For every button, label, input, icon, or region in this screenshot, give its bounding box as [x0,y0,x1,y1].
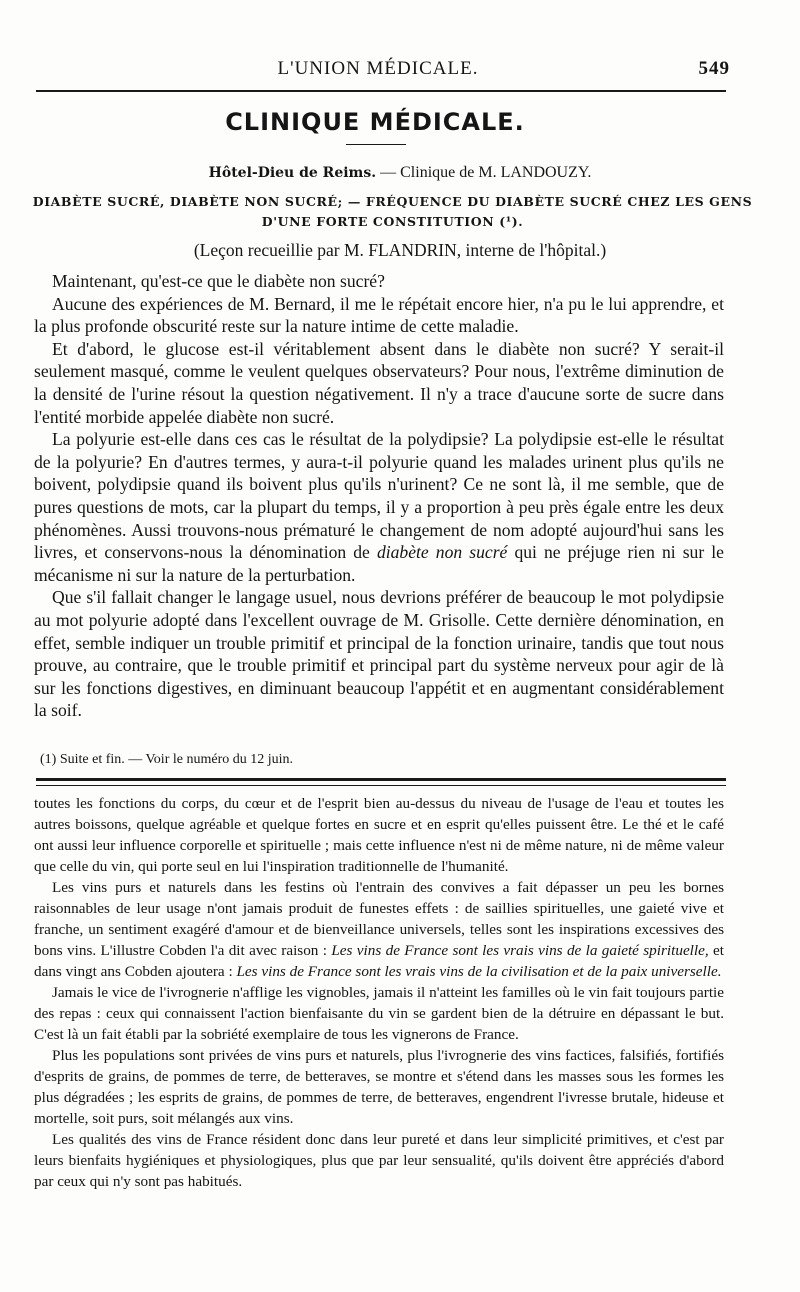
italic-quote: Les vins de France sont les vrais vins de la civilisation et de la paix universelle. [236,963,722,980]
article-body [34,270,724,722]
paragraph: Maintenant, qu'est-ce que le diabète non sucré? [52,271,385,291]
article-subtitle: DIABÈTE SUCRÉ, DIABÈTE NON SUCRÉ; — FRÉQUENCE DU DIABÈTE SUCRÉ CHEZ LES GENS D'UNE FORTE CONSTITUTION (¹). [32,194,753,229]
footnote: (1) Suite et fin. — Voir le numéro du 12 juin. [40,752,294,767]
section-title: CLINIQUE MÉDICALE. [225,108,525,136]
italic-term: diabète non sucré [376,542,508,563]
paragraph: Les qualités des vins de France résident donc dans leur pureté et dans leur simplicité primitives, et c'est par leurs bienfaits hygiéniques et physiologiques, plus que par leur sensualité, qu'ils doivent être appréciés d'abord par ceux qui n'y sont pas habitués. [34,1131,724,1190]
paragraph-text: La polyurie est-elle dans ces cas le résultat de la polydipsie? La polydipsie est-elle le résultat de la polyurie? En d'autres termes, y aura-t-il polyurie quand les malades urinent plus qu'ils ne boivent, polydipsie quand ils boivent plus qu'ils n'urinent? Ce ne sont là, il me semble, que de pures questions de mots, car la plupart du temps, il y a proportion à peu près égale entre les deux phénomènes. Aussi trouvons-nous prématuré le changement de nom adopté aujourd'hui sans les livres, et conservons-nous la dénomination de [34,429,724,563]
paragraph-text: et dans vingt ans Cobden ajoutera : [34,942,724,980]
feuilleton-rule-thick [36,778,726,781]
hospital-name: Hôtel-Dieu de Reims. [208,165,377,181]
paragraph: toutes les fonctions du corps, du cœur et de l'esprit bien au-dessus du niveau de l'usage de l'eau et toutes les autres boissons, quelque agréable et quelque fortes en sucre et en esprit qu'elles puissent être. Le thé et le café ont aussi leur influence corporelle et spirituelle ; mais cette influence n'est ni de même nature, ni de même valeur que celle du vin, qui porte seul en lui l'inspiration traditionnelle de l'humanité. [34,795,724,875]
italic-quote: Les vins de France sont les vrais vins de la gaieté spirituelle, [331,942,709,959]
paragraph: Que s'il fallait changer le langage usuel, nous devrions préférer de beaucoup le mot polydipsie au mot polyurie adopté dans l'excellent ouvrage de M. Grisolle. Cette dernière dénomination, en effet, semble indiquer un trouble primitif et principal de la fonction urinaire, tandis que tout nous prouve, au contraire, que le trouble primitif et principal part du système nerveux pour agir de là sur les fonctions digestives, en diminuant beaucoup l'appétit et en augmentant considérablement la soif. [34,587,724,721]
paragraph-text: qui ne préjuge rien ni sur le mécanisme ni sur la nature de la perturbation. [34,542,724,585]
paragraph: Aucune des expériences de M. Bernard, il me le répétait encore hier, n'a pu le lui apprendre, et la plus profonde obscurité reste sur la nature intime de cette maladie. [34,293,724,337]
feuilleton-text [34,793,724,1192]
paragraph-text: Les vins purs et naturels dans les festins où l'entrain des convives a fait dépasser un peu les bornes raisonnables de leur usage n'ont jamais produit de funestes effets : de saillies spirituelles, une gaieté vive et franche, un sentiment exagéré d'amour et de bienveillance universels, telles sont les inspirations excessives des bons vins. L'illustre Cobden l'a dit avec raison : [34,879,724,959]
page-number: 549 [698,58,730,79]
paragraph [34,877,724,982]
lecture-note: (Leçon recueillie par M. FLANDRIN, interne de l'hôpital.) [193,240,607,260]
hospital-line [0,164,800,182]
clinic-name: — Clinique de M. LANDOUZY. [380,164,592,181]
paragraph: Plus les populations sont privées de vins purs et naturels, plus l'ivrognerie des vins factices, falsifiés, fortifiés d'esprits de grains, de pommes de terre, de betteraves, se montre et s'étend dans les masses sous les formes les plus dégradées ; les esprits de grains, de pommes de terre, de betteraves, engendrent l'ivresse brutale, hideuse et mortelle, soit purs, soit mélangés aux vins. [34,1047,724,1127]
paragraph: Et d'abord, le glucose est-il véritablement absent dans le diabète non sucré? Y serait-il seulement masqué, comme le veulent quelques observateurs? Pour nous, l'extrême diminution de la densité de l'urine résout la question négativement. Il n'y a trace d'aucune sorte de sucre dans l'entité morbide appelée diabète non sucré. [34,338,724,427]
journal-title: L'UNION MÉDICALE. [277,58,479,79]
header-rule [36,90,726,92]
title-underline [346,144,406,145]
feuilleton-rule-thin [36,785,726,786]
paragraph [34,428,724,586]
paragraph: Jamais le vice de l'ivrognerie n'afflige les vignobles, jamais il n'atteint les familles où le vin fait toujours partie des repas : ceux qui connaissent l'action bienfaisante du vin se gardent bien de la détruire en dépassant le but. C'est là un fait établi par la sobriété exemplaire de tous les vignerons de France. [34,984,724,1043]
running-head [36,58,730,82]
